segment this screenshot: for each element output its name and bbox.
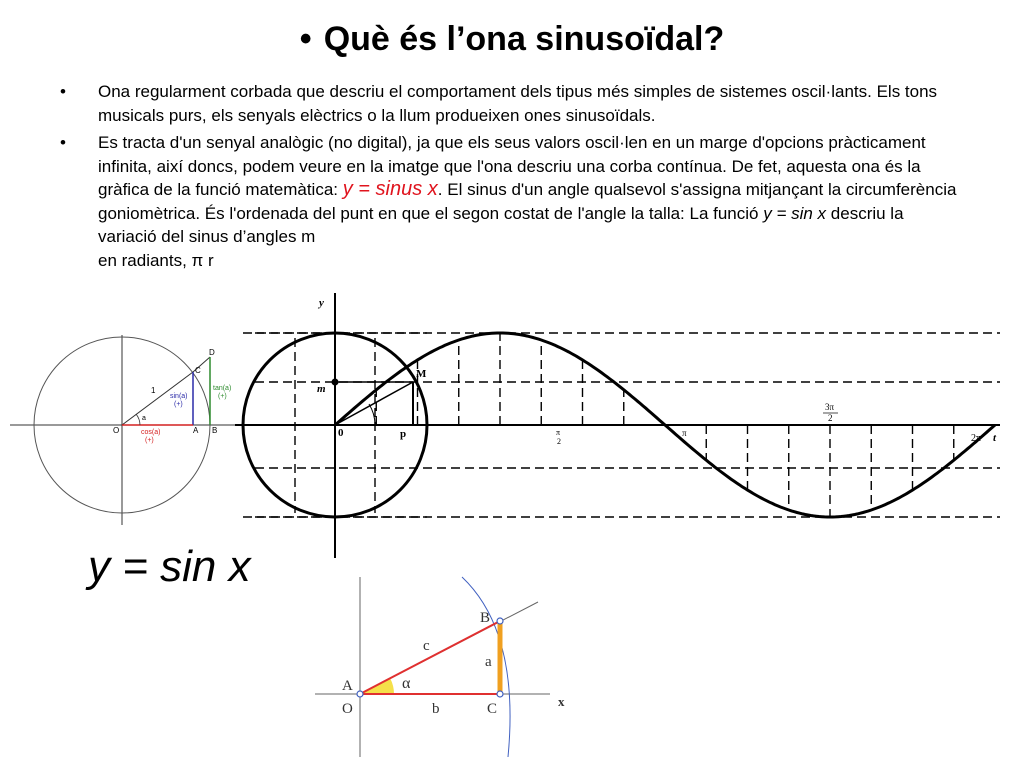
bullet-text-part2: . El sinus d'un angle qualsevol s'assigna mitjançant la circumferència goniomètrica. És l'ordenada del punt en que el segon costat de l'angle la talla: La funció <box>98 180 957 223</box>
graph-label-half-pi-num: π <box>556 428 561 437</box>
graph-label-p: p <box>400 428 407 440</box>
label-one: 1 <box>151 386 156 395</box>
tri-label-alpha: α <box>402 675 411 692</box>
tri-point-A <box>357 691 363 697</box>
bullet-item-1 <box>60 80 960 127</box>
tri-label-x: x <box>558 694 565 709</box>
tri-point-B <box>497 618 503 624</box>
bullet-list <box>60 80 960 276</box>
tri-label-a: a <box>485 654 492 670</box>
formula-large: y = sin x <box>88 542 251 591</box>
unit-circle-diagram <box>10 335 250 525</box>
graph-label-m: m <box>317 383 326 395</box>
label-B: B <box>212 426 218 435</box>
bullet-item-2 <box>60 131 960 272</box>
formula-inline-italic: y = sin x <box>763 203 827 223</box>
label-sin-sign: (+) <box>174 401 183 408</box>
graph-label-M: M <box>416 368 427 380</box>
tri-point-C <box>497 691 503 697</box>
graph-label-pi: π <box>682 428 687 438</box>
angle-arc <box>136 414 140 425</box>
tri-label-C: C <box>487 701 498 717</box>
tri-label-A: A <box>342 678 353 694</box>
bullet-text-part3: descriu la variació del sinus d’angles m <box>98 203 904 246</box>
point-m <box>332 379 339 386</box>
tri-label-c: c <box>423 638 430 654</box>
graph-label-y: y <box>319 297 324 309</box>
tri-label-B: B <box>480 610 491 626</box>
label-cos: cos(a) <box>141 429 161 436</box>
slide-title <box>0 20 1024 59</box>
title-bullet: • <box>299 20 312 58</box>
label-A: A <box>193 426 199 435</box>
title-text: Què és l’ona sinusoïdal? <box>323 20 725 58</box>
formula-inline-red: y = sinus x <box>342 178 438 200</box>
bullet-text: Ona regularment corbada que descriu el comportament dels tipus més simples de sistemes oscil·lants. Els tons musicals purs, els senyals elèctrics o la llum produeixen ones sinusoïdals. <box>98 82 938 125</box>
label-tan-sign: (+) <box>218 393 227 400</box>
label-C: C <box>195 366 201 375</box>
label-tan: tan(a) <box>213 385 232 392</box>
label-sin: sin(a) <box>170 393 188 400</box>
tri-label-O: O <box>342 701 353 717</box>
graph-label-3half-pi-num: 3π <box>825 402 835 412</box>
bullet-mark: • <box>60 82 66 101</box>
graph-label-half-pi-den: 2 <box>557 437 561 446</box>
tri-side-c <box>360 621 500 694</box>
label-angle-a: a <box>142 415 146 422</box>
bullet-text-last-line: en radiants, π r <box>98 250 214 270</box>
bullet-mark: • <box>60 133 66 152</box>
label-O: O <box>113 426 120 435</box>
graph-label-3half-pi-den: 2 <box>828 413 833 423</box>
graph-label-origin: 0 <box>338 427 344 439</box>
label-D: D <box>209 348 215 357</box>
graph-label-two-pi: 2π <box>971 433 982 444</box>
graph-label-t: t <box>993 432 997 444</box>
label-cos-sign: (+) <box>145 437 154 444</box>
bullet-text-part1: Es tracta d'un senyal analògic (no digital), ja que els seus valors oscil·len en un marge d'opcions pràcticament infinita, així doncs, podem veure en la imatge que l'ona descriu una corba contínua. De fet, aquesta ona és la gràfica de la funció matemàtica: <box>98 133 926 199</box>
right-triangle-diagram <box>310 572 590 762</box>
sine-wave-graph <box>235 288 1005 558</box>
tri-label-b: b <box>432 701 440 717</box>
